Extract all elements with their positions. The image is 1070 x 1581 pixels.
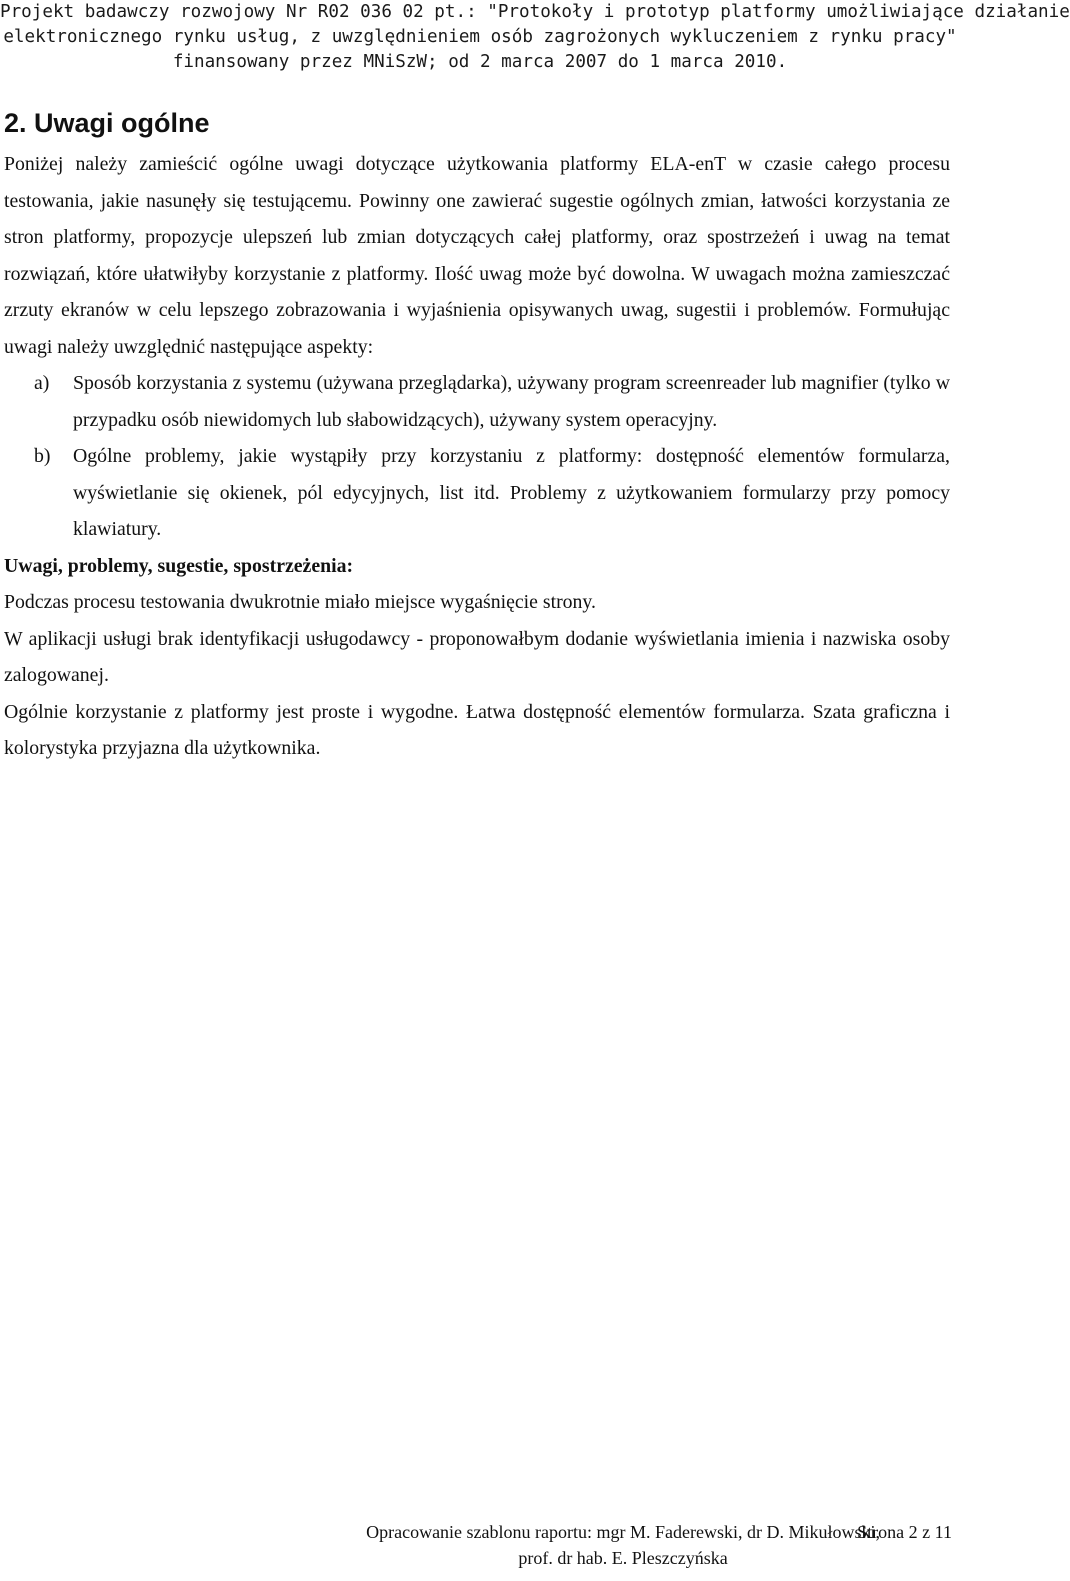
remarks-heading: Uwagi, problemy, sugestie, spostrzeżenia: <box>4 554 354 577</box>
list-item-b <box>4 438 950 548</box>
page-number: Strona 2 z 11 <box>857 1522 952 1542</box>
list-item-a <box>4 365 950 438</box>
remark-paragraph: Podczas procesu testowania dwukrotnie miało miejsce wygaśnięcie strony. <box>4 591 596 613</box>
footer-credits-line-1: Opracowanie szablonu raportu: mgr M. Faderewski, dr D. Mikułowski, <box>366 1522 880 1542</box>
header-line-1: Projekt badawczy rozwojowy Nr R02 036 02 pt.: "Protokoły i prototyp platformy umożliwiające działanie <box>0 2 1070 22</box>
section-title: 2. Uwagi ogólne <box>4 108 210 138</box>
list-marker: a) <box>34 372 50 394</box>
footer-credits-line-2: prof. dr hab. E. Pleszczyńska <box>518 1548 728 1568</box>
list-marker: b) <box>34 445 51 467</box>
remark-paragraph: Ogólnie korzystanie z platformy jest proste i wygodne. Łatwa dostępność elementów formularza. Szata graficzna i kolorystyka przyjazna dla użytkownika. <box>4 700 950 759</box>
header-line-2: elektronicznego rynku usług, z uwzględnieniem osób zagrożonych wykluczeniem z rynku pracy" <box>3 27 957 47</box>
document-footer <box>0 1519 960 1579</box>
list-item-text: Ogólne problemy, jakie wystąpiły przy korzystaniu z platformy: dostępność elementów formularza, wyświetlanie się okienek, pól edycyjnych, list itd. Problemy z użytkowaniem formularzy przy pomocy klawiatury. <box>73 445 950 540</box>
document-header <box>0 0 1070 75</box>
remark-paragraph: W aplikacji usługi brak identyfikacji usługodawcy - proponowałbym dodanie wyświetlania imienia i nazwiska osoby zalogowanej. <box>4 627 950 686</box>
header-line-3: finansowany przez MNiSzW; od 2 marca 2007 do 1 marca 2010. <box>172 52 788 72</box>
section-body <box>4 146 950 767</box>
intro-paragraph: Poniżej należy zamieścić ogólne uwagi dotyczące użytkowania platformy ELA-enT w czasie całego procesu testowania, jakie nasunęły się testującemu. Powinny one zawierać sugestie ogólnych zmian, łatwości korzystania ze stron platformy, propozycje ulepszeń lub zmian dotyczących całej platformy, oraz spostrzeżeń i uwag na temat rozwiązań, które ułatwiłyby korzystanie z platformy. Ilość uwag może być dowolna. W uwagach można zamieszczać zrzuty ekranów w celu lepszego zobrazowania i wyjaśnienia opisywanych uwag, sugestii i problemów. Formułując uwagi należy uwzględnić następujące aspekty: <box>4 153 950 358</box>
list-item-text: Sposób korzystania z systemu (używana przeglądarka), używany program screenreader lub magnifier (tylko w przypadku osób niewidomych lub słabowidzących), używany system operacyjny. <box>73 372 950 431</box>
